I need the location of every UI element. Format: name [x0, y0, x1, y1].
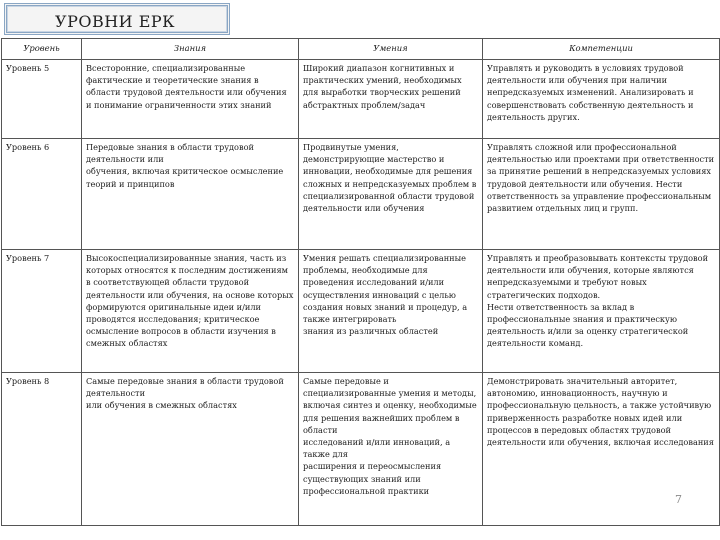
table-row — [2, 373, 720, 526]
table-row — [2, 60, 720, 139]
skills-cell: Самые передовые и специализированные умения и методы, включая синтез и оценку, необходимые для решения важнейших проблем в области исследований и/или инноваций, а также для расширения и переосмысления существующих знаний или профессиональной практики — [299, 373, 483, 526]
competences-cell: Управлять и руководить в условиях трудовой деятельности или обучения при наличии непредсказуемых изменений. Анализировать и совершенствовать собственную деятельность и деятельность других. — [483, 60, 720, 139]
page-title: УРОВНИ ЕРК — [55, 12, 176, 31]
level-cell: Уровень 7 — [2, 250, 82, 373]
table-row — [2, 250, 720, 373]
skills-cell: Широкий диапазон когнитивных и практических умений, необходимых для выработки творческих решений абстрактных проблем/задач — [299, 60, 483, 139]
level-cell: Уровень 5 — [2, 60, 82, 139]
header-row — [2, 39, 720, 60]
erk-levels-table — [1, 38, 720, 526]
title-box — [4, 3, 230, 35]
header-skills: Умения — [299, 39, 483, 60]
competences-cell: Управлять сложной или профессиональной деятельностью или проектами при ответственности за принятие решений в непредсказуемых условиях трудовой деятельности или обучения. Нести ответственность за управление профессиональным развитием отдельных лиц и групп. — [483, 139, 720, 250]
erk-levels-table-wrap — [1, 38, 719, 526]
header-level: Уровень — [2, 39, 82, 60]
skills-cell: Продвинутые умения, демонстрирующие мастерство и инновации, необходимые для решения сложных и непредсказуемых проблем в специализированной области трудовой деятельности или обучения — [299, 139, 483, 250]
knowledge-cell: Всесторонние, специализированные фактические и теоретические знания в области трудовой деятельности или обучения и понимание ограниченности этих знаний — [82, 60, 299, 139]
level-cell: Уровень 6 — [2, 139, 82, 250]
knowledge-cell: Передовые знания в области трудовой деятельности или обучения, включая критическое осмысление теорий и принципов — [82, 139, 299, 250]
page-number: 7 — [675, 493, 682, 506]
level-cell: Уровень 8 — [2, 373, 82, 526]
header-knowledge: Знания — [82, 39, 299, 60]
knowledge-cell: Самые передовые знания в области трудовой деятельности или обучения в смежных областях — [82, 373, 299, 526]
knowledge-cell: Высокоспециализированные знания, часть из которых относятся к последним достижениям в соответствующей области трудовой деятельности или обучения, на основе которых формируются оригинальные идеи и/или проводятся исследования; критическое осмысление вопросов в области изучения в смежных областях — [82, 250, 299, 373]
skills-cell: Умения решать специализированные проблемы, необходимые для проведения исследований и/или осуществления инноваций с целью создания новых знаний и процедур, а также интегрировать знания из различных областей — [299, 250, 483, 373]
competences-cell: Управлять и преобразовывать контексты трудовой деятельности или обучения, которые являются непредсказуемыми и требуют новых стратегических подходов. Нести ответственность за вклад в профессиональные знания и практическую деятельность и/или за оценку стратегической деятельности команд. — [483, 250, 720, 373]
table-row — [2, 139, 720, 250]
header-competences: Компетенции — [483, 39, 720, 60]
competences-cell: Демонстрировать значительный авторитет, автономию, инновационность, научную и профессиональную цельность, а также устойчивую приверженность разработке новых идей или процессов в передовых областях трудовой деятельности или обучения, включая исследования — [483, 373, 720, 526]
